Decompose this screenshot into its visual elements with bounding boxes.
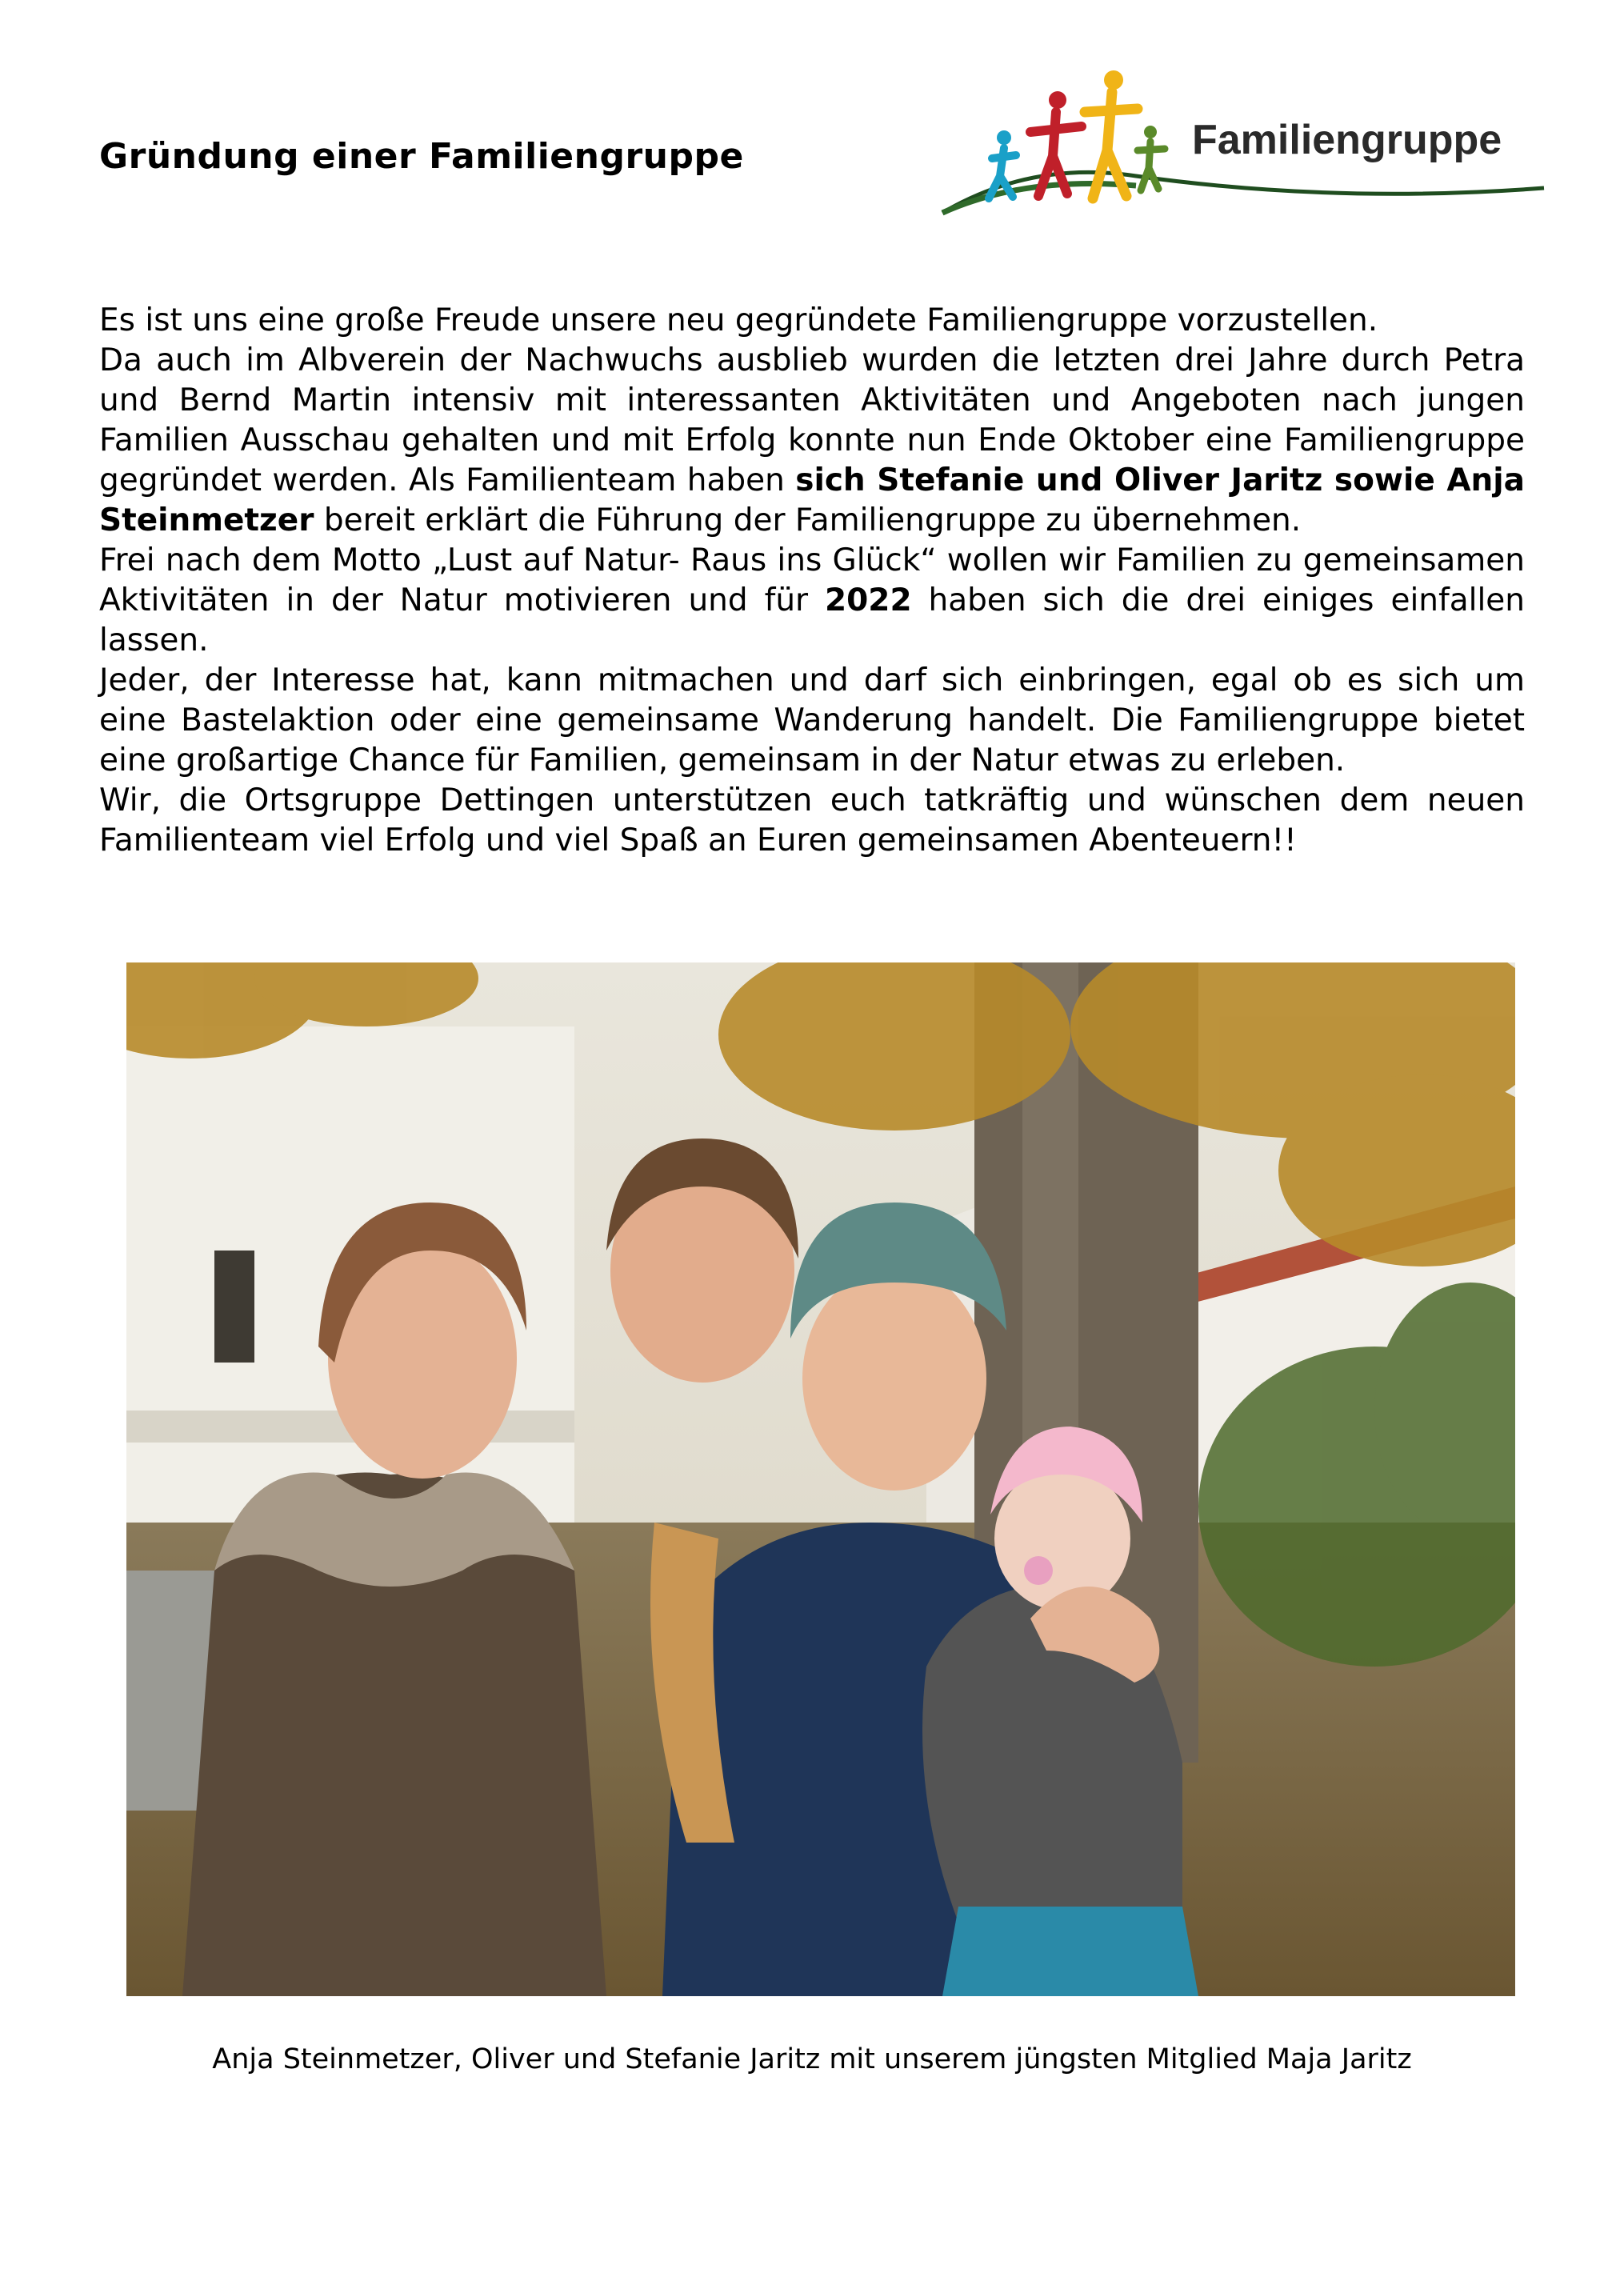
group-photo <box>126 962 1515 1996</box>
paragraph-closing: Wir, die Ortsgruppe Dettingen unterstützen euch tatkräftig und wünschen dem neuen Familienteam viel Erfolg und viel Spaß an Euren gemeinsamen Abenteuern!! <box>99 782 1525 858</box>
paragraph-intro: Es ist uns eine große Freude unsere neu gegründete Familiengruppe vorzustellen. <box>99 302 1378 338</box>
logo-text: Familiengruppe <box>1192 117 1502 163</box>
paragraph-motto-year: 2022 <box>825 582 912 618</box>
group-photo-image <box>126 962 1515 1996</box>
paragraph-motto <box>99 541 1525 661</box>
paragraph-founding-text-a: Da auch im Albverein der Nachwuchs ausblieb wurden die letzten drei Jahre durch Petra und Bernd Martin intensiv mit interessanten Aktivitäten und Angeboten nach jungen Familien Ausschau gehalten und mit Erfolg konnte nun Ende Oktober eine Familiengruppe gegründet werden. Als Familienteam haben <box>99 342 1525 498</box>
paragraph-founding-text-b: bereit erklärt die Führung der Familiengruppe zu übernehmen. <box>314 502 1302 538</box>
page-title: Gründung einer Familiengruppe <box>99 136 744 177</box>
paragraph-motto-text-a: Frei nach dem Motto „Lust auf Natur- Raus ins Glück“ wollen wir Familien zu gemeinsamen Aktivitäten in der Natur motivieren und für <box>99 542 1525 618</box>
article-body <box>99 301 1525 861</box>
photo-caption: Anja Steinmetzer, Oliver und Stefanie Jaritz mit unserem jüngsten Mitglied Maja Jaritz <box>212 2043 1412 2075</box>
paragraph-founding <box>99 341 1525 541</box>
paragraph-founding-team-names: sich Stefanie und Oliver Jaritz sowie Anja Steinmetzer <box>99 462 1525 538</box>
paragraph-participation: Jeder, der Interesse hat, kann mitmachen und darf sich einbringen, egal ob es sich um eine Bastelaktion oder eine gemeinsame Wanderung handelt. Die Familiengruppe bietet eine großartige Chance für Familien, gemeinsam in der Natur etwas zu erleben. <box>99 662 1525 778</box>
paragraph-motto-text-b: haben sich die drei einiges einfallen lassen. <box>99 582 1526 658</box>
familiengruppe-logo <box>936 56 1552 248</box>
